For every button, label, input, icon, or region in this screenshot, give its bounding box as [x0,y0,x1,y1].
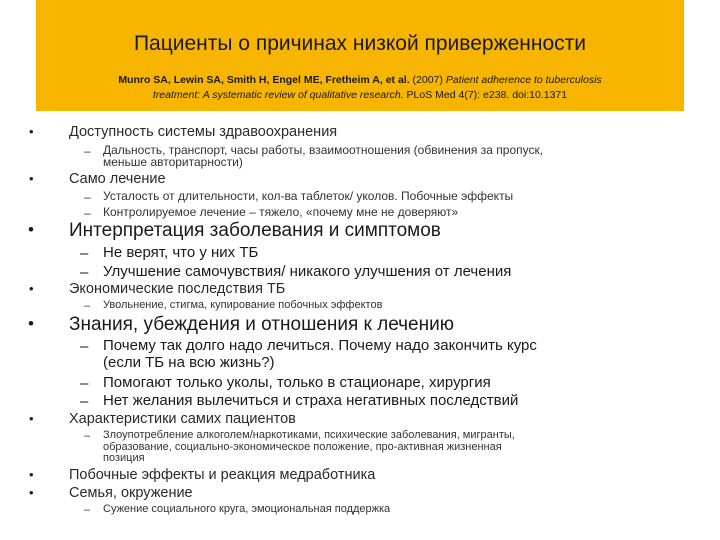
dash-icon: – [80,264,89,281]
item-text: Характеристики самих пациентов [69,411,296,427]
item-text: Увольнение, стигма, купирование побочных эффектов [103,299,383,311]
item-text: Нет желания вылечиться и страха негативных последствий [103,392,519,409]
citation-title-1: Patient adherence to tuberculosis [445,74,602,86]
bullet-icon: • [29,485,34,500]
item-text: Помогают только уколы, только в стационаре, хирургия [103,374,491,391]
dash-icon: – [84,430,91,442]
dash-icon: – [84,504,91,516]
dash-icon: – [84,206,91,220]
item-text: Доступность системы здравоохранения [69,124,338,140]
bullet-icon: • [29,124,34,139]
item-text: позиция [103,452,145,464]
dash-icon: – [84,190,91,204]
dash-icon: – [84,300,91,312]
item-text: Улучшение самочувствия/ никакого улучшения от лечения [103,263,512,280]
bullet-icon: • [29,281,34,296]
item-text: Семья, окружение [69,485,193,501]
item-text: Знания, убеждения и отношения к лечению [69,314,454,335]
dash-icon: – [80,393,89,410]
item-text: Побочные эффекты и реакция медработника [69,467,376,483]
bullet-icon: • [29,411,34,426]
item-text: Не верят, что у них ТБ [103,244,259,261]
citation-title-2: treatment: A systematic review of qualitative research. [152,89,404,101]
bullet-icon: • [28,220,34,239]
bullet-icon: • [29,467,34,482]
dash-icon: – [80,338,89,355]
dash-icon: – [80,245,89,262]
item-text: Дальность, транспорт, часы работы, взаимоотношения (обвинения за пропуск, [103,143,544,157]
dash-icon: – [84,144,91,158]
citation-year: (2007) [409,74,446,86]
item-text: (если ТБ на всю жизнь?) [103,354,275,371]
citation-source: PLoS Med 4(7): e238. doi:10.1371 [403,89,568,101]
item-text: Злоупотребление алкоголем/наркотиками, психические заболевания, мигранты, [103,429,515,441]
item-text: Экономические последствия ТБ [69,281,286,297]
item-text: Само лечение [69,171,166,187]
item-text: Почему так долго надо лечиться. Почему надо закончить курс [103,337,537,354]
item-text: Интерпретация заболевания и симптомов [69,220,441,241]
dash-icon: – [80,375,89,392]
slide-title: Пациенты о причинах низкой приверженности [133,32,587,55]
item-text: Сужение социального круга, эмоциональная поддержка [103,503,391,515]
item-text: Контролируемое лечение – тяжело, «почему мне не доверяют» [103,205,459,219]
bullet-icon: • [29,171,34,186]
item-text: меньше авторитарности) [103,155,243,169]
bullet-icon: • [28,314,34,333]
item-text: Усталость от длительности, кол-ва таблеток/ уколов. Побочные эффекты [103,189,514,203]
item-text: образование, социально-экономическое положение, про-активная жизненная [103,441,502,453]
citation-authors: Munro SA, Lewin SA, Smith H, Engel ME, Fretheim A, et al. [118,74,410,86]
